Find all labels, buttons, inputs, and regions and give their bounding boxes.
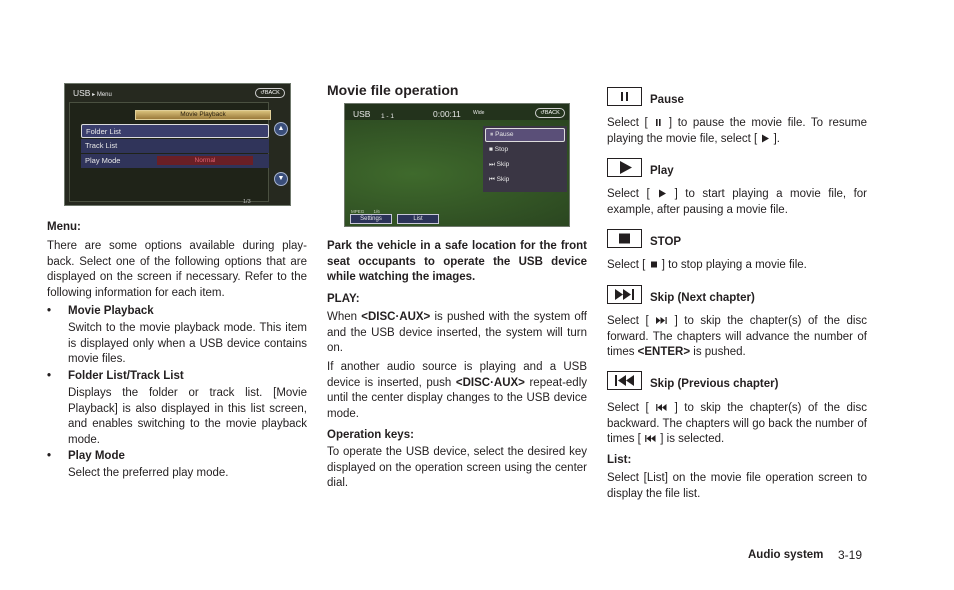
disc-aux-key-2: <DISC·AUX>	[455, 376, 525, 389]
movie-operation-screenshot	[344, 103, 570, 227]
pause-text-c: ].	[770, 132, 781, 145]
screen2-list-button	[397, 214, 439, 224]
screen2-mode	[473, 106, 484, 122]
screen2-track-label: 1 - 1	[381, 113, 395, 120]
pause-text	[607, 116, 867, 147]
pause-text-b: ] to pause the movie file. To resume playing the movie file, select [	[607, 117, 867, 145]
section-title: Movie file operation	[327, 82, 459, 98]
skip-previous-text-a: Select [	[607, 402, 656, 414]
footer-section-title: Audio system	[748, 549, 824, 561]
skip-previous-icon	[608, 372, 641, 389]
screen2-time-label: 0:00:11	[433, 109, 461, 119]
skip-next-icon: ⏭	[489, 161, 497, 168]
operation-keys-text: To operate the USB device, select the desired key displayed on the operation screen using the center dial.	[327, 446, 587, 489]
screen2-time	[433, 107, 461, 123]
play-text	[607, 187, 867, 218]
item-movie-playback-desc: Switch to the movie playback mode. This item is displayed only when a USB device contains movie files.	[68, 322, 307, 365]
pause-text-a: Select [	[607, 117, 654, 129]
screen1-row-track-list	[81, 139, 269, 153]
screen1-page-label: 1/3	[243, 199, 251, 205]
skip-next-text-a: Select [	[607, 315, 656, 327]
play-paragraph-2	[327, 360, 587, 422]
skip-previous-key-box	[607, 371, 642, 390]
play-icon	[657, 189, 667, 198]
stop-title: STOP	[650, 236, 682, 248]
stop-icon	[649, 260, 659, 269]
item-play-mode-label: • Play Mode	[47, 449, 307, 465]
screen1-banner-label: Movie Playback	[180, 111, 226, 118]
skip-next-icon	[608, 286, 641, 303]
play-p2-a: If another audio source is playing and a USB device is inserted, push	[327, 361, 587, 389]
stop-icon: ■	[489, 146, 495, 153]
usb-menu-screenshot	[64, 83, 291, 206]
operation-keys-heading: Operation keys:	[327, 429, 414, 441]
screen2-settings-label: Settings	[360, 216, 382, 222]
pause-title: Pause	[650, 94, 684, 106]
screen2-mode-label: Wide	[473, 110, 485, 116]
screen1-row-folder-list-label: Folder List	[86, 127, 122, 136]
screen1-play-mode-value-label: Normal	[194, 157, 216, 164]
screen2-menu-skip-next	[485, 158, 565, 172]
screen1-page	[243, 195, 251, 206]
play-text-b: ] to start playing a movie file, for example, after pausing a movie file.	[607, 188, 867, 216]
play-icon	[760, 134, 770, 143]
skip-next-key-box	[607, 285, 642, 304]
screen2-menu-skip-prev	[485, 173, 565, 187]
page-number: 3-19	[838, 548, 863, 562]
screen1-header-usb: USB	[73, 88, 91, 98]
screen1-back-label: BACK	[264, 90, 280, 96]
skip-previous-icon	[655, 403, 668, 412]
pause-icon: ⏸	[490, 131, 496, 138]
skip-next-text	[607, 314, 867, 361]
enter-key: <ENTER>	[637, 346, 691, 358]
pause-icon	[653, 118, 663, 127]
screen2-track	[381, 109, 394, 125]
pause-key-box	[607, 87, 642, 106]
screen2-settings-button	[350, 214, 392, 224]
screen2-menu-skip-prev-label: Skip	[496, 176, 510, 183]
screen1-header-menu: Menu	[96, 92, 112, 98]
skip-previous-text-c: ] is selected.	[657, 433, 725, 445]
screen2-menu-pause	[485, 128, 565, 142]
skip-previous-icon	[644, 434, 657, 443]
screen1-row-play-mode-label: Play Mode	[85, 156, 121, 165]
screen2-back-label: BACK	[544, 110, 560, 116]
back-icon: ↺	[260, 90, 265, 96]
skip-previous-icon: ⏮	[489, 176, 497, 183]
skip-previous-text-b: ] to skip the chapter(s) of the disc backward. The chapters will go back the number of times [	[607, 402, 867, 445]
menu-heading: Menu:	[47, 221, 81, 233]
stop-text	[607, 258, 867, 274]
scroll-up-icon: ▲	[274, 122, 288, 136]
screen2-source	[353, 107, 370, 123]
screen2-menu-stop-label: Stop	[494, 146, 509, 153]
item-folder-list-desc: Displays the folder or track list. [Movie Playback] is also displayed in this list screen, and enables switching to the movie playback mode.	[68, 387, 307, 446]
item-play-mode-desc: Select the preferred play mode.	[68, 467, 229, 479]
skip-next-text-c: is pushed.	[690, 346, 746, 358]
stop-key-box	[607, 229, 642, 248]
skip-next-text-b: ] to skip the chapter(s) of the disc forward. The chapters will advance the number of times	[607, 315, 867, 358]
screen2-menu-stop	[485, 143, 565, 157]
play-icon	[608, 159, 641, 176]
play-title: Play	[650, 165, 674, 177]
screen1-header	[73, 86, 112, 104]
screen1-row-track-list-label: Track List	[85, 141, 118, 150]
pause-icon	[608, 88, 641, 105]
list-heading: List:	[607, 454, 632, 466]
screen1-row-folder-list	[81, 124, 269, 138]
back-icon: ↺	[540, 110, 545, 116]
safety-warning: Park the vehicle in a safe location for the front seat occupants to operate the USB device while watching the images.	[327, 240, 587, 283]
screen1-back-button	[255, 88, 285, 98]
screen2-list-label: List	[413, 216, 423, 222]
screen2-menu-skip-next-label: Skip	[496, 161, 510, 168]
list-text: Select [List] on the movie file operation screen to display the file list.	[607, 472, 867, 500]
play-paragraph-1	[327, 310, 587, 357]
play-p1-b: is pushed with the system off and the USB device inserted, the system will turn on.	[327, 311, 587, 354]
screen1-banner	[135, 110, 271, 120]
disc-aux-key-1: <DISC·AUX>	[361, 311, 431, 323]
stop-text-b: ] to stop playing a movie file.	[658, 259, 807, 271]
menu-text: There are some options available during play-back. Select one of the following options that are displayed on the screen if necessary. Refer to the following information for each item.	[47, 240, 307, 299]
scroll-down-icon: ▼	[274, 172, 288, 186]
play-p2-b: repeat-edly until the center display changes to the USB device mode.	[327, 376, 588, 420]
skip-previous-title: Skip (Previous chapter)	[650, 378, 779, 390]
item-movie-playback-label: • Movie Playback	[47, 304, 307, 320]
skip-next-title: Skip (Next chapter)	[650, 292, 755, 304]
screen1-arrow: ▸	[90, 92, 97, 98]
play-text-a: Select [	[607, 188, 658, 200]
skip-next-icon	[655, 316, 668, 325]
item-folder-list-label: • Folder List/Track List	[47, 369, 307, 385]
screen2-source-label: USB	[353, 109, 371, 119]
play-heading: PLAY:	[327, 293, 360, 305]
play-key-box	[607, 158, 642, 177]
stop-icon	[608, 230, 641, 247]
screen2-small-label: MPEG	[351, 209, 365, 214]
screen2-menu-pause-label: Pause	[495, 131, 514, 138]
play-p1-a: When	[327, 311, 362, 323]
screen2-small-value: 1/6	[373, 209, 380, 214]
screen1-play-mode-value	[157, 156, 253, 165]
stop-text-a: Select [	[607, 259, 649, 271]
skip-previous-text	[607, 401, 867, 448]
screen2-back-button	[535, 108, 565, 118]
